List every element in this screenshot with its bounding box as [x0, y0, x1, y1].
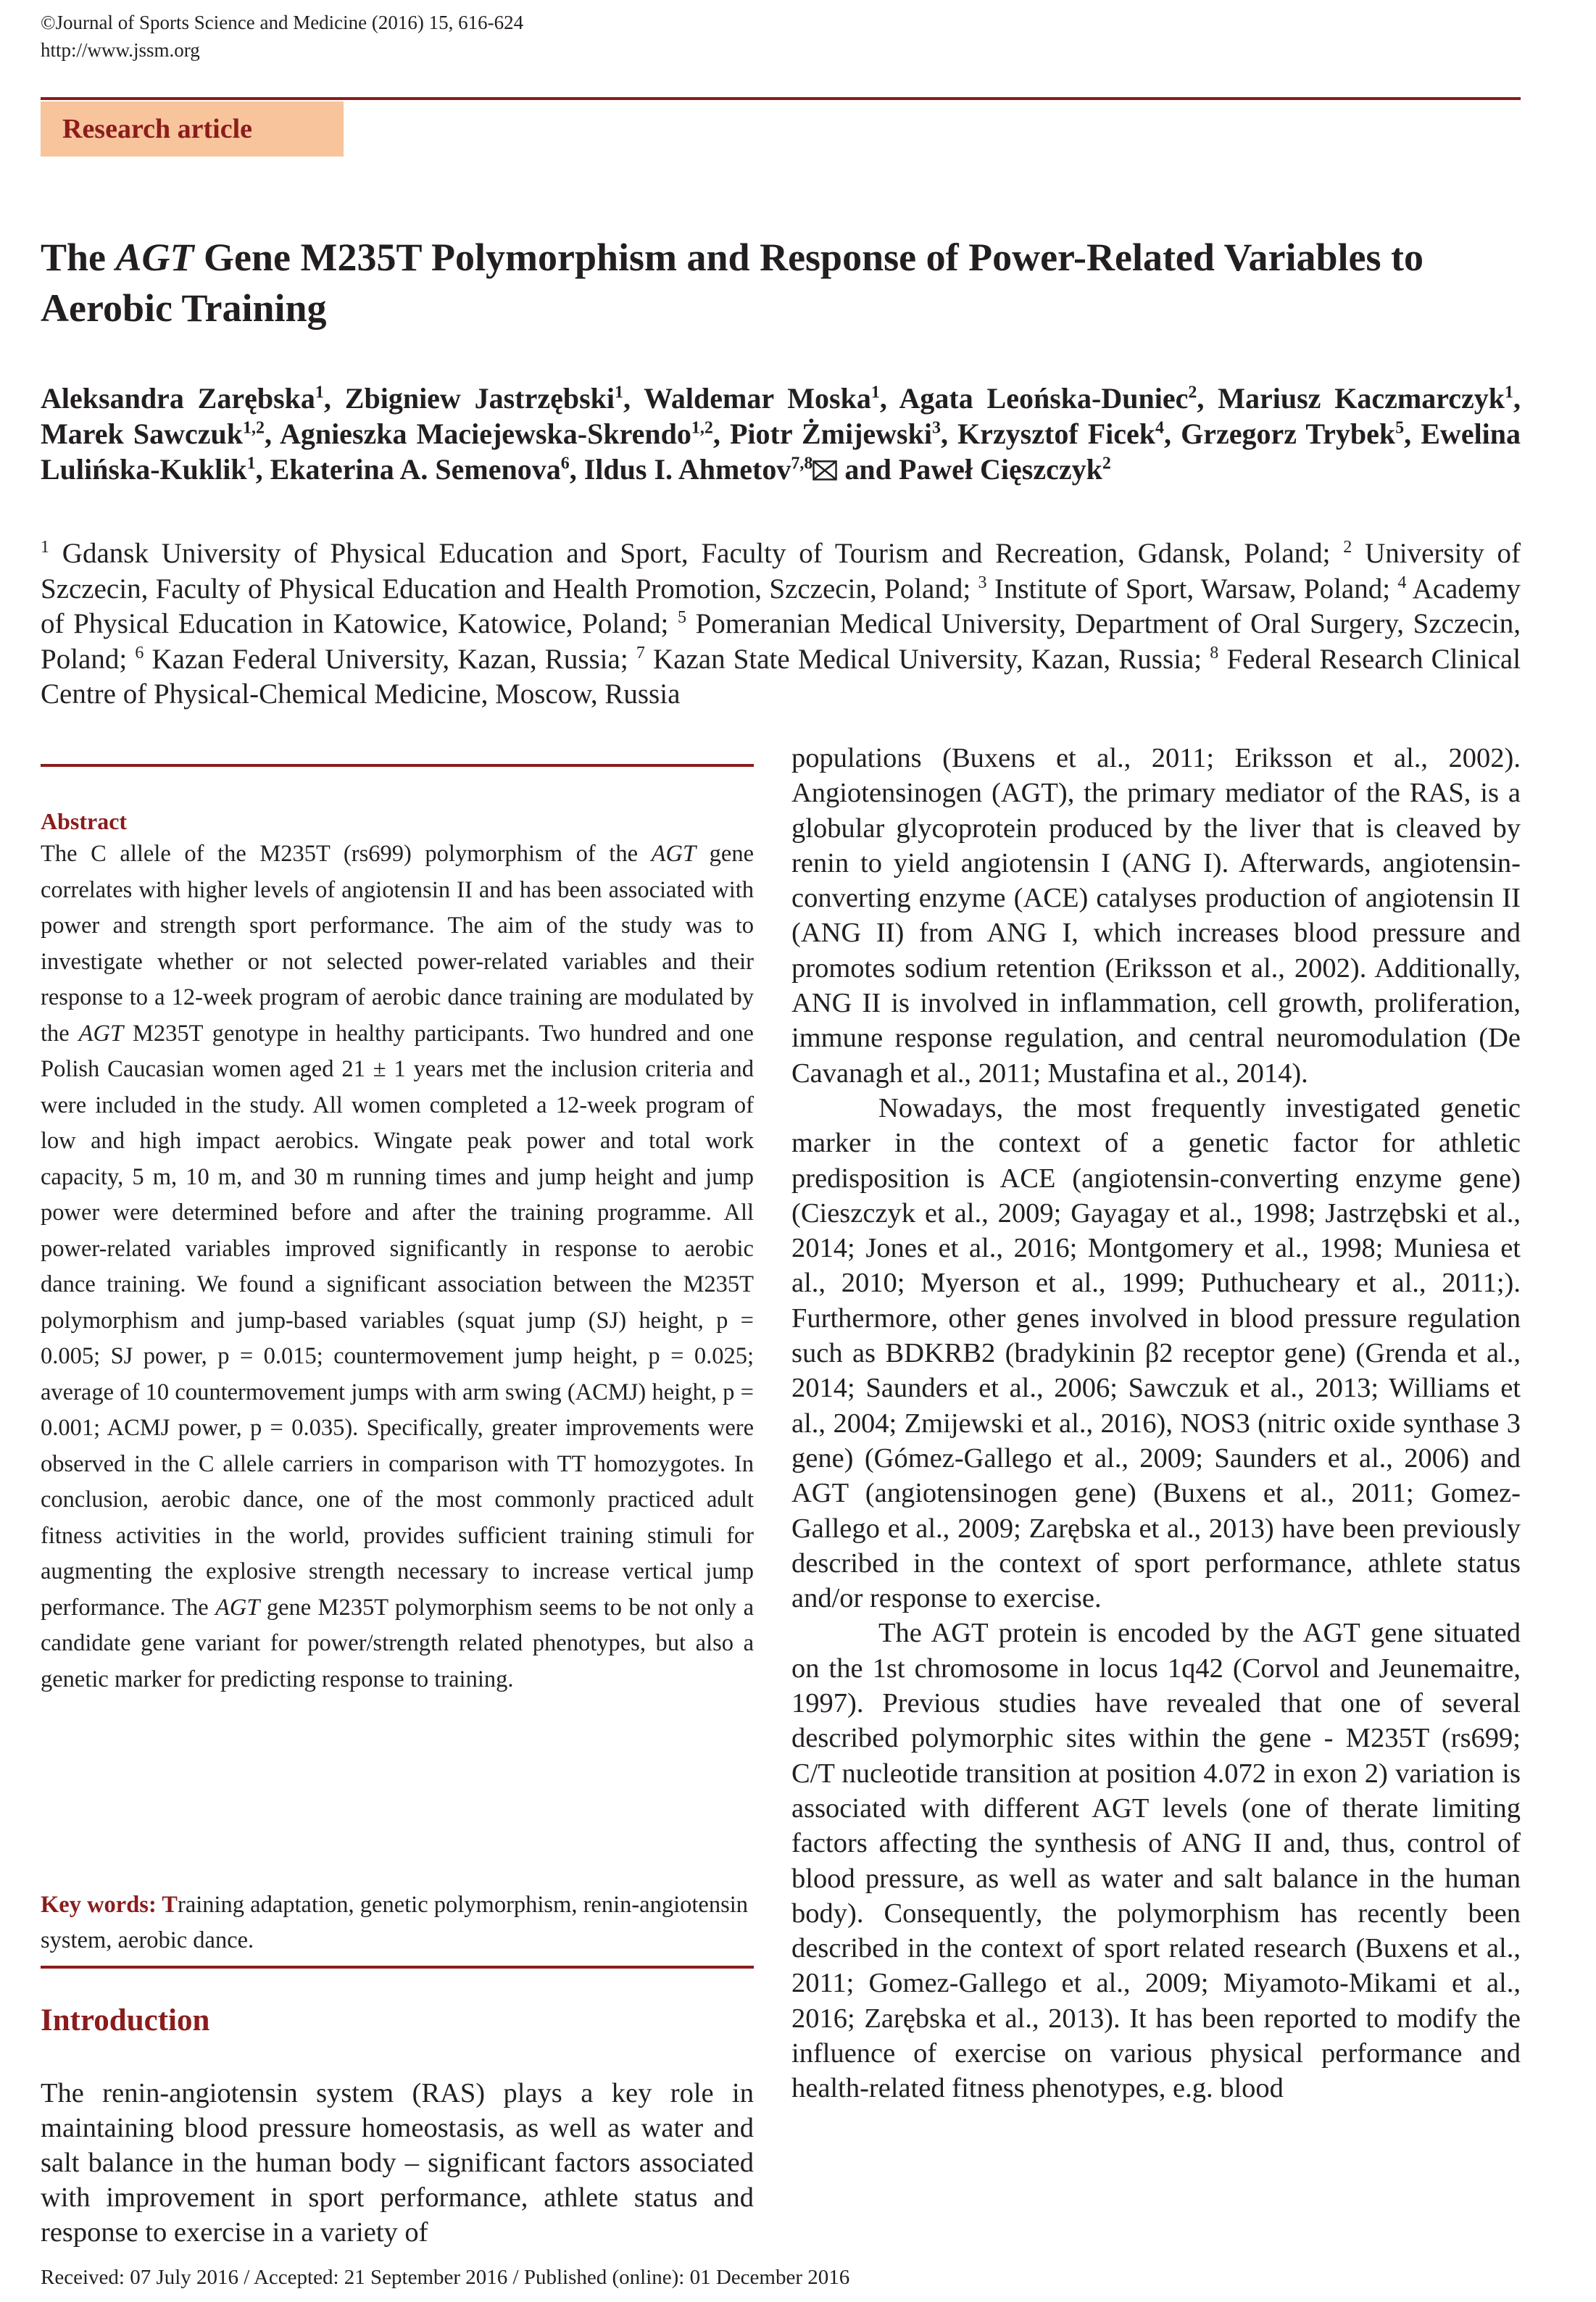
- author-name: Zbigniew Jastrzębski: [344, 382, 615, 415]
- abstract-seg: gene correlates with higher levels of angiotensin II and has been associated with power and strength sport performance. The aim of the study was to investigate whether or not selected power-related variables and their response to a 12-week program of aerobic dance training are modulated by the: [41, 841, 754, 1047]
- affiliation-text: University of Szczecin, Faculty of Physical Education and Health Promotion, Szczecin, Poland;: [41, 538, 1521, 604]
- author-name: Ekaterina A. Semenova: [270, 453, 561, 486]
- introduction-paragraph: The renin-angiotensin system (RAS) plays a key role in maintaining blood pressure homeostasis, as well as water and salt balance in the human body – significant factors associated with improvement in sport performance, athlete status and response to exercise in a variety of: [41, 2078, 754, 2248]
- envelope-icon[interactable]: [812, 460, 837, 481]
- header-rule: [41, 97, 1521, 100]
- affiliation-number: 5: [677, 608, 686, 627]
- author-name: Paweł Cięszczyk: [898, 453, 1102, 486]
- journal-citation: ©Journal of Sports Science and Medicine (2016) 15, 616-624: [41, 12, 524, 33]
- abstract-seg: gene M235T polymorphism seems to be not only a candidate gene variant for power/strength related phenotypes, but also a genetic marker for predicting response to training.: [41, 1594, 755, 1692]
- author-affiliation-mark: 4: [1155, 418, 1165, 438]
- affiliations: [41, 536, 1521, 712]
- affiliation-text: Academy of Physical Education in Katowice, Katowice, Poland;: [41, 573, 1521, 639]
- author-affiliation-mark: 1: [1505, 383, 1514, 402]
- author-affiliation-mark: 1,2: [691, 418, 713, 438]
- abstract-bottom-rule: [41, 1966, 754, 1969]
- author-name: Agnieszka Maciejewska-Skrendo: [279, 417, 691, 450]
- title-part-1: The: [41, 236, 116, 279]
- author-affiliation-mark: 5: [1395, 418, 1405, 438]
- abstract-gene: AGT: [215, 1594, 260, 1621]
- author-name: Marek Sawczuk: [41, 417, 244, 450]
- right-paragraph-1: populations (Buxens et al., 2011; Eriksson et al., 2002). Angiotensinogen (AGT), the primary mediator of the RAS, is a globular glycoprotein produced by the liver that is cleaved by renin to yield angiotensin I (ANG I). Afterwards, angiotensin-converting enzyme (ACE) catalyses production of angiotensin II (ANG II) from ANG I, which increases blood pressure and promotes sodium retention (Eriksson et al., 2002). Additionally, ANG II is involved in inflammation, cell growth, proliferation, immune response regulation, and central neuromodulation (De Cavanagh et al., 2011; Mustafina et al., 2014).: [791, 743, 1521, 1089]
- affiliation-number: 6: [135, 643, 144, 662]
- affiliation-text: Pomeranian Medical University, Department of Oral Surgery, Szczecin, Poland;: [41, 608, 1521, 675]
- article-title: [41, 232, 1521, 333]
- abstract-seg: The C allele of the M235T (rs699) polymorphism of the: [41, 841, 652, 867]
- author-affiliation-mark: 1: [870, 383, 880, 402]
- author-name: Krzysztof Ficek: [957, 417, 1156, 450]
- keywords-label: Key words: T: [41, 1892, 178, 1918]
- affiliation-text: Federal Research Clinical Centre of Physical-Chemical Medicine, Moscow, Russia: [41, 643, 1521, 710]
- affiliation-text: Kazan State Medical University, Kazan, Russia;: [652, 643, 1202, 675]
- affiliation-number: 3: [978, 573, 987, 592]
- author-name: Agata Leońska-Duniec: [899, 382, 1189, 415]
- author-affiliation-mark: 7,8: [791, 454, 813, 473]
- author-name: Piotr Żmijewski: [729, 417, 932, 450]
- author-affiliation-mark: 3: [931, 418, 941, 438]
- right-paragraph-2: Nowadays, the most frequently investigated genetic marker in the context of a genetic factor for athletic predisposition is ACE (angiotensin-converting enzyme gene) (Cieszczyk et al., 2009; Gayagay et al., 1998; Jastrzębski et al., 2014; Jones et al., 2016; Montgomery et al., 1998; Muniesa et al., 2010; Myerson et al., 1999; Puthucheary et al., 2011;). Furthermore, other genes involved in blood pressure regulation such as BDKRB2 (bradykinin β2 receptor gene) (Grenda et al., 2014; Saunders et al., 2006; Sawczuk et al., 2013; Williams et al., 2004; Zmijewski et al., 2016), NOS3 (nitric oxide synthase 3 gene) (Gómez-Gallego et al., 2009; Saunders et al., 2006) and AGT (angiotensinogen gene) (Buxens et al., 2011; Gomez-Gallego et al., 2009; Zarębska et al., 2013) have been previously described in the context of sport performance, athlete status and/or response to exercise.: [791, 1092, 1521, 1614]
- right-column: [791, 741, 1521, 2106]
- author-affiliation-mark: 2: [1102, 454, 1111, 473]
- author-affiliation-mark: 2: [1188, 383, 1197, 402]
- affiliation-number: 1: [41, 538, 49, 557]
- introduction-heading: Introduction: [41, 2003, 210, 2037]
- keywords: [41, 1887, 754, 1958]
- abstract-gene: AGT: [651, 841, 697, 867]
- authors-and: and: [844, 453, 891, 486]
- abstract-heading: Abstract: [41, 808, 128, 834]
- affiliation-number: 2: [1343, 538, 1352, 557]
- author-affiliation-mark: 1: [315, 383, 324, 402]
- author-list: Aleksandra Zarębska$^1$, Zbigniew Jastrzębski$^1$, Waldemar Moska$^1$, Agata Leońska-Duniec$^2$, Mariusz Kaczmarczyk$^1$, Marek Sawczuk$^{1,2}$, Agnieszka Maciejewska-Skrendo$^{1,2}$, Piotr Żmijewski$^3$, Krzysztof Ficek$^4$, Grzegorz Trybek$^5$, Ewelina Lulińska-Kuklik$^1$, Ekaterina A. Semenova$^6$, Ildus I. Ahmetov$^{7,8}$ and Paweł Cięszczyk$^2$: [41, 382, 1521, 486]
- author-name: Aleksandra Zarębska: [41, 382, 315, 415]
- abstract-gene: AGT: [78, 1020, 124, 1047]
- title-part-2: Gene M235T Polymorphism and Response of Power-Related Variables to Aerobic Training: [41, 236, 1423, 330]
- author-affiliation-mark: 6: [560, 454, 570, 473]
- author-name: Ildus I. Ahmetov: [583, 453, 791, 486]
- publication-dates: Received: 07 July 2016 / Accepted: 21 September 2016 / Published (online): 01 December 2016: [41, 2266, 850, 2289]
- author-name: Mariusz Kaczmarczyk: [1218, 382, 1505, 415]
- article-type-badge: Research article: [41, 101, 344, 157]
- author-affiliation-mark: 1: [246, 454, 256, 473]
- title-gene: AGT: [115, 236, 194, 279]
- affiliation-number: 4: [1397, 573, 1407, 592]
- affiliation-text: Gdansk University of Physical Education and Sport, Faculty of Tourism and Recreation, Gdansk, Poland;: [62, 538, 1331, 569]
- journal-url[interactable]: http://www.jssm.org: [41, 39, 200, 61]
- affiliation-number: 8: [1210, 643, 1219, 662]
- author-name: Waldemar Moska: [644, 382, 871, 415]
- affiliation-number: 7: [636, 643, 645, 662]
- author-affiliation-mark: 1: [615, 383, 623, 402]
- author-name: Ewelina Lulińska-Kuklik: [41, 417, 1521, 486]
- author-affiliation-mark: 1,2: [243, 418, 265, 438]
- abstract-text: [41, 836, 754, 1698]
- affiliation-text: Institute of Sport, Warsaw, Poland;: [994, 573, 1391, 604]
- keywords-text: raining adaptation, genetic polymorphism, renin-angiotensin system, aerobic dance.: [41, 1892, 749, 1953]
- right-paragraph-3: The AGT protein is encoded by the AGT gene situated on the 1st chromosome in locus 1q42 (Corvol and Jeunemaitre, 1997). Previous studies have revealed that one of several described polymorphic sites within the gene - M235T (rs699; C/T nucleotide transition at position 4.072 in exon 2) variation is associated with different AGT levels (one of therate limiting factors affecting the synthesis of ANG II and, thus, control of blood pressure, as well as water and salt balance in the human body). Consequently, the polymorphism has recently been described in the context of sport related research (Buxens et al., 2011; Gomez-Gallego et al., 2009; Miyamoto-Mikami et al., 2016; Zarębska et al., 2013). It has been reported to modify the influence of exercise on various physical performance and health-related fitness phenotypes, e.g. blood: [791, 1618, 1521, 2104]
- abstract-top-rule: [41, 764, 754, 767]
- author-name: Grzegorz Trybek: [1181, 417, 1396, 450]
- abstract-seg: M235T genotype in healthy participants. Two hundred and one Polish Caucasian women aged 21 ± 1 years met the inclusion criteria and were included in the study. All women completed a 12-week program of low and high impact aerobics. Wingate peak power and total work capacity, 5 m, 10 m, and 30 m running times and jump height and jump power were determined before and after the training programme. All power-related variables improved significantly in response to aerobic dance training. We found a significant association between the M235T polymorphism and jump-based variables (squat jump (SJ) height, p = 0.005; SJ power, p = 0.015; countermovement jump height, p = 0.025; average of 10 countermovement jumps with arm swing (ACMJ) height, p = 0.001; ACMJ power, p = 0.035). Specifically, greater improvements were observed in the C allele carriers in comparison with TT homozygotes. In conclusion, aerobic dance, one of the most commonly practiced adult fitness activities in the world, provides sufficient training stimuli for augmenting the explosive strength necessary to increase vertical jump performance. The: [41, 1020, 754, 1621]
- affiliation-text: Kazan Federal University, Kazan, Russia;: [151, 643, 628, 675]
